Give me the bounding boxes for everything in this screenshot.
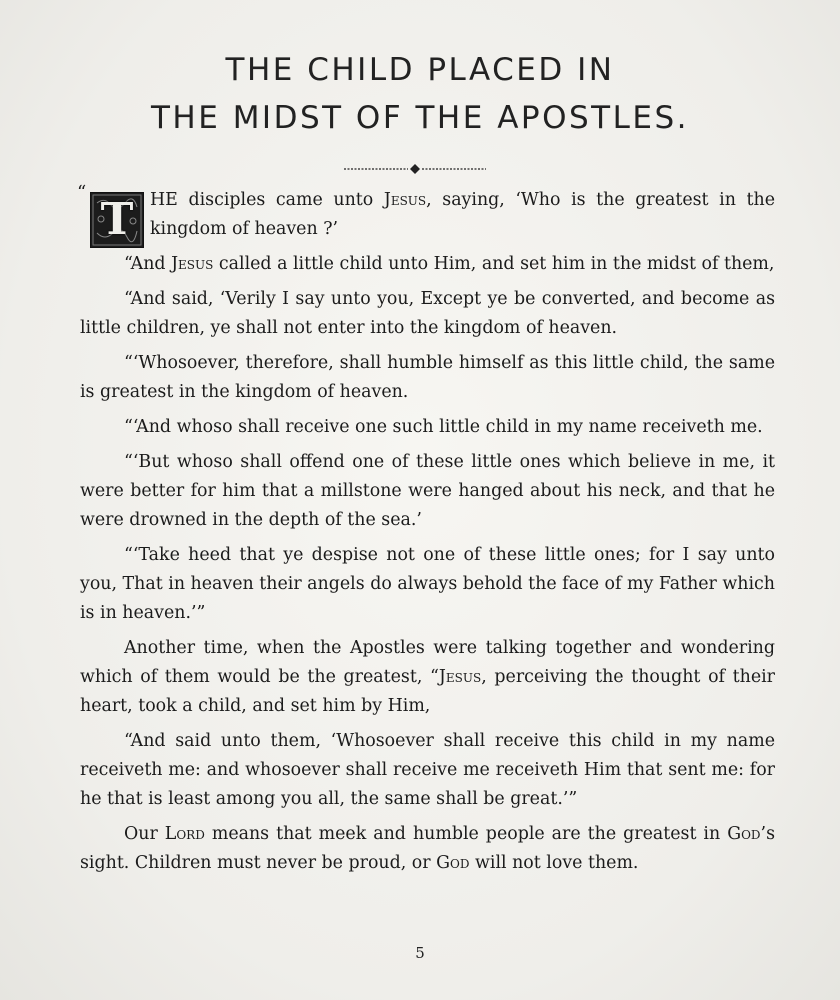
paragraph-9: “And said unto them, ‘Whosoever shall receive this child in my name receiveth me: and whosoever shall receive me receiveth Him that sent me: for he that is least among you all, the same shall be great.’”	[80, 731, 775, 809]
page-number: 5	[415, 944, 425, 962]
opening-quote: “	[77, 182, 87, 203]
paragraph-10-part-d: will not love them.	[469, 853, 639, 873]
dropcap-ornament	[90, 192, 144, 248]
divider-ornament	[340, 162, 490, 176]
scripture-body	[80, 186, 775, 884]
paragraph-10-part-b: means that meek and humble people are the greatest in	[204, 824, 728, 844]
paragraph-8-end: , perceiving the thought of their heart, took a child, and set him by Him,	[80, 667, 775, 716]
paragraph-1	[80, 186, 775, 244]
paragraph-10-part-a: Our	[124, 824, 165, 844]
name-god: God	[727, 824, 761, 844]
paragraph-8	[80, 634, 775, 721]
dropcap-letter: T	[100, 194, 134, 245]
paragraph-2-start: “And	[124, 254, 172, 274]
paragraph-7: “‘Take heed that ye despise not one of these little ones; for I say unto you, That in heaven their angels do always behold the face of my Father which is in heaven.’”	[80, 545, 775, 623]
paragraph-1-text-end: , saying, ‘Who is the greatest in the kingdom of heaven ?’	[150, 190, 775, 239]
name-jesus: Jesus	[383, 190, 427, 210]
page-title-line-1: THE CHILD PLACED IN	[225, 52, 615, 88]
name-jesus: Jesus	[171, 254, 214, 274]
paragraph-6: “‘But whoso shall offend one of these little ones which believe in me, it were better for him that a millstone were hanged about his neck, and that he were drowned in the depth of the sea.’	[80, 452, 775, 530]
paragraph-5: “‘And whoso shall receive one such little child in my name receiveth me.	[124, 417, 763, 437]
paragraph-1-text: HE disciples came unto	[150, 190, 384, 210]
name-god: God	[436, 853, 470, 873]
paragraph-4: “‘Whosoever, therefore, shall humble himself as this little child, the same is greatest in the kingdom of heaven.	[80, 353, 775, 402]
paragraph-8-start: Another time, when the Apostles were talking together and wondering which of them would be the greatest, “	[80, 638, 775, 687]
page-title-line-2: THE MIDST OF THE APOSTLES.	[151, 100, 689, 136]
paragraph-2	[80, 250, 775, 279]
paragraph-10	[80, 820, 775, 878]
paragraph-3: “And said, ‘Verily I say unto you, Except ye be converted, and become as little children, ye shall not enter into the kingdom of heaven.	[80, 289, 775, 338]
name-lord: Lord	[164, 824, 205, 844]
name-jesus: Jesus	[438, 667, 482, 687]
paragraph-10-part-c: ’s sight. Children must never be proud, or	[80, 824, 775, 873]
paragraph-2-end: called a little child unto Him, and set him in the midst of them,	[213, 254, 775, 274]
